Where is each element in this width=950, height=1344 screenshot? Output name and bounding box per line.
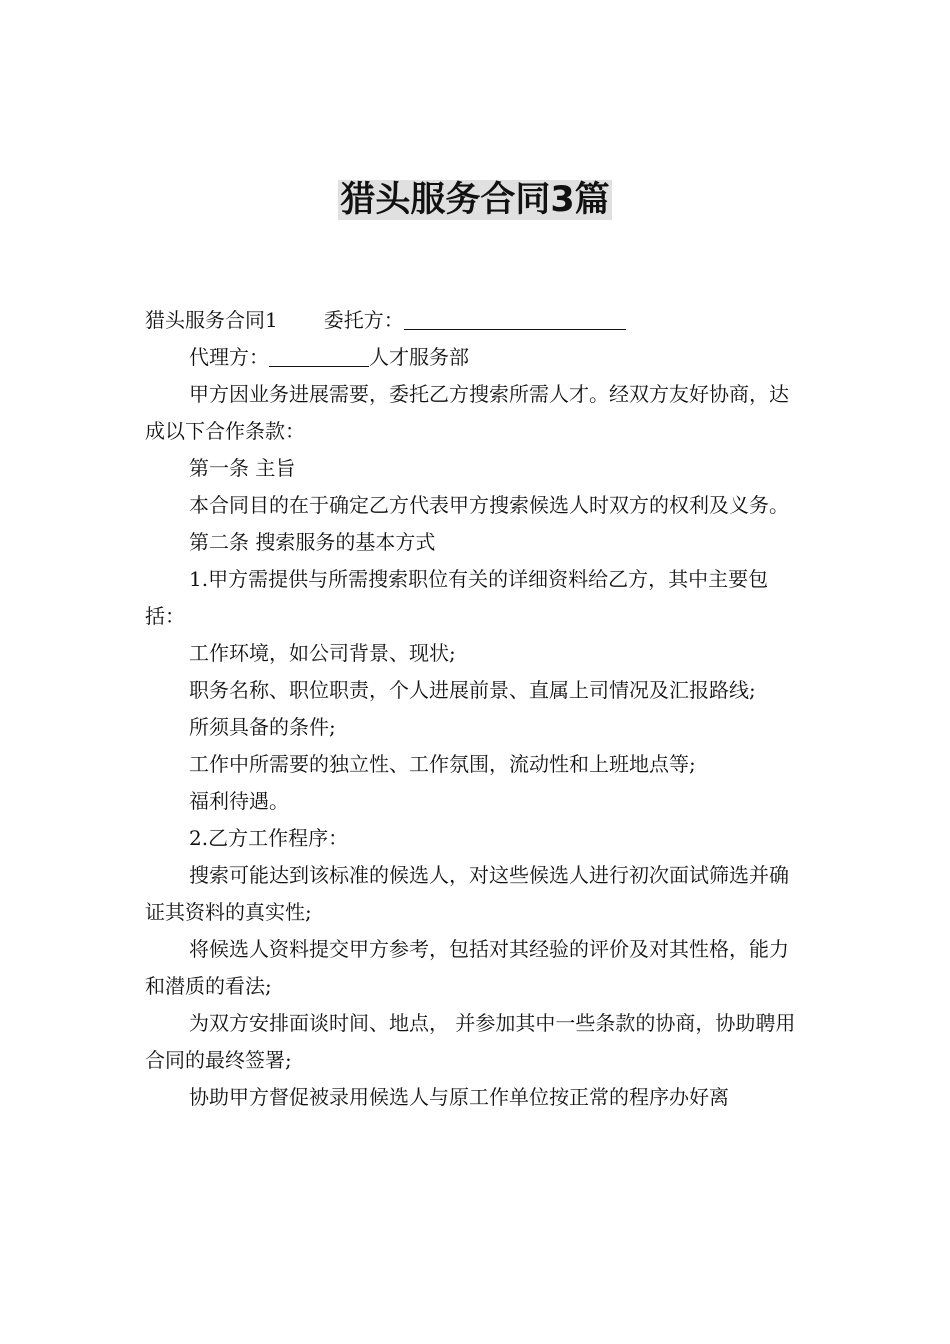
document-title	[0, 178, 950, 222]
list-item: 福利待遇。	[189, 789, 289, 813]
title-text: 猎头服务合同3篇	[340, 180, 610, 220]
list-item: 为双方安排面谈时间、地点， 并参加其中一些条款的协商，协助聘用合同的最终签署;	[145, 1011, 796, 1072]
header-line-client	[145, 302, 807, 339]
section-heading: 第二条 搜索服务的基本方式	[189, 530, 436, 554]
agent-suffix: 人才服务部	[369, 345, 469, 369]
list-item: 搜索可能达到该标准的候选人，对这些候选人进行初次面试筛选并确证其资料的真实性;	[145, 863, 789, 924]
paragraph: 2.乙方工作程序：	[189, 826, 349, 850]
client-label: 委托方：	[323, 308, 404, 332]
list-item: 所须具备的条件;	[189, 715, 336, 739]
header-line-agent	[145, 339, 807, 376]
paragraph: 1.甲方需提供与所需搜索职位有关的详细资料给乙方，其中主要包括：	[145, 567, 769, 628]
document-body	[145, 302, 807, 1116]
paragraph: 本合同目的在于确定乙方代表甲方搜索候选人时双方的权利及义务。	[189, 493, 789, 517]
section-heading: 第一条 主旨	[189, 456, 296, 480]
agent-blank	[269, 344, 369, 367]
client-blank	[404, 307, 626, 330]
list-item: 协助甲方督促被录用候选人与原工作单位按正常的程序办好离	[189, 1085, 729, 1109]
paragraph: 甲方因业务进展需要，委托乙方搜索所需人才。经双方友好协商，达成以下合作条款：	[145, 382, 789, 443]
agent-label: 代理方：	[189, 345, 269, 369]
list-item: 职务名称、职位职责，个人进展前景、直属上司情况及汇报路线;	[189, 678, 756, 702]
list-item: 工作中所需要的独立性、工作氛围，流动性和上班地点等;	[189, 752, 696, 776]
contract-label: 猎头服务合同1	[145, 308, 278, 332]
list-item: 将候选人资料提交甲方参考，包括对其经验的评价及对其性格，能力和潜质的看法;	[145, 937, 789, 998]
list-item: 工作环境，如公司背景、现状;	[189, 641, 456, 665]
